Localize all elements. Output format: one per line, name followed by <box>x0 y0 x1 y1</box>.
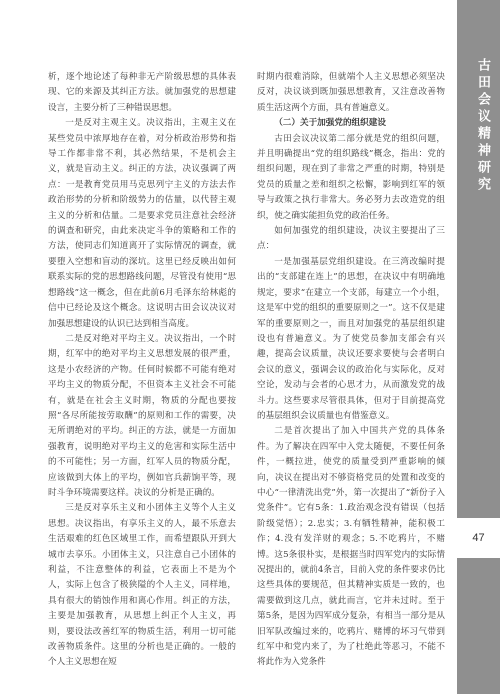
page-number: 47 <box>457 518 500 558</box>
paragraph: 如何加强党的组织建设，决议主要提出了三点： <box>257 226 445 252</box>
section-heading: （二）关于加强党的组织建设 <box>274 118 386 129</box>
paragraph: 二是反对绝对平均主义。决议指出，一个时期，红军中的绝对平均主义思想发展的很严重，这是小农经济的产物。任何时候都不可能有绝对平均主义的物质分配，不但资本主义社会不可能有，就是在社会主义时期，物质的分配也要按照“各尽所能按劳取酬”的原则和工作的需要，决无所谓绝对的平均。纠正的方法，就是一方面加强教育，说明绝对平均主义的危害和实际生活中的不可能性；另一方面，红军人员的物质分配，应该做到大体上的平均，例如官兵薪饷平等，现时斗争环境需要这样。决议的分析是正确的。 <box>48 333 236 498</box>
paragraph: 时期内很难消除，但就端个人主义思想必须坚决反对，决议谈到既加强思想教育，又注意改善物质生活这两个方面，具有普遍意义。 <box>257 72 445 113</box>
paragraph: 古田会议决议第二部分就是党的组织问题，并且明确提出“党的组织路线”概念，指出：党的组织问题，现在到了非常之严重的时期，特别是党员的质量之差和组织之松懈，影响到红军的领导与政策之执行非常大。务必努力去改造党的组织，使之确实能担负党的政治任务。 <box>257 133 445 221</box>
paragraph: 析，逐个地论述了每种非无产阶级思想的具体表现、它的来源及其纠正方法。就加强党的思想建设言，主要分析了三种错误思想。 <box>48 72 236 113</box>
side-banner <box>457 0 500 694</box>
paragraph: 二是首次提出了加入中国共产党的具体条件。为了解决在四军中入党太随便，不要任何条件，一概拉进，使党的质量受到严重影响的倾向，决议在提出对不够资格党员的处置和改变的中心“一律清洗出党”外，第一次提出了“新份子入党条件”。它有5条：1.政治观念没有错误（包括阶级觉悟）；2.忠实；3.有牺牲精神，能积极工作；4.没有发洋财的观念；5.不吃鸦片，不赌博。这5条很朴实，是根据当时四军党内的实际情况提出的，就前4条言，目前入党的条件要求仍比这些具体的要规范，但其精神实质是一致的，也需要做到这几点，就此而言，它并未过时。至于第5条，是因为四军成分复杂，有相当一部分是从旧军队改编过来的，吃鸦片、赌博的坏习气带到红军中和党内来了，为了杜绝此等恶习，不能不将此作为入党条件 <box>257 426 445 668</box>
journal-title: 古田会议精神研究 <box>475 58 490 194</box>
paragraph: 三是反对享乐主义和小团体主义等个人主义思想。决议指出，有享乐主义的人，最不乐意去生活艰难的红色区域里工作，而希望跟队开到大城市去享乐。小团体主义，只注意自己小团体的利益，不注意整体的利益，它表面上不是为个人，实际上包含了极狭隘的个人主义，同样地，具有很大的销蚀作用和离心作用。纠正的方法，主要是加强教育，从思想上纠正个人主义，再则，要设法改善红军的物质生活，利用一切可能改善物质条件。这里的分析也是正确的。一般的个人主义思想在短 <box>48 503 236 668</box>
paragraph: 一是加强基层党组织建设。在三湾改编时提出的“支部建在连上”的思想，在决议中有明确地规定，要求“在建立一个支部，每建立一个小组，这是军中党的组织的重要原则之一”。这不仅是建军的重要原则之一，而且对加强党的基层组织建设也有普遍意义。为了使党员参加支部会有兴趣，提高会议质量，决议还要求要使与会者明白会议的意义，强调会议的政治化与实际化，反对空论，发动与会者的心思才力，从而激发党的战斗力。这些要求尽管很具体，但对于目前提高党的基层组织会议质量也有借鉴意义。 <box>257 256 445 421</box>
paragraph: 一是反对主观主义。决议指出，主观主义在某些党员中浓厚地存在着，对分析政治形势和指导工作都非常不利，其必然结果，不是机会主义，就是盲动主义。纠正的方法，决议强调了两点：一是教育党员用马克思列宁主义的方法去作政治形势的分析和阶级势力的估量，以代替主观主义的分析和估量。二是要求党员注意社会经济的调查和研究，由此来决定斗争的策略和工作的方法，使同志们知道离开了实际情况的调查，就要堕入空想和盲动的深坑。这里已经反映出如何联系实际的党的思想路线问题，尽管没有使用“思想路线”这一概念，但在此前6月毛泽东给林彪的信中已经论及这个概念。这说明古田会议决议对加强思想建设的认识已达到相当高度。 <box>48 118 236 329</box>
left-text-column <box>48 70 236 668</box>
right-text-column <box>257 70 445 668</box>
